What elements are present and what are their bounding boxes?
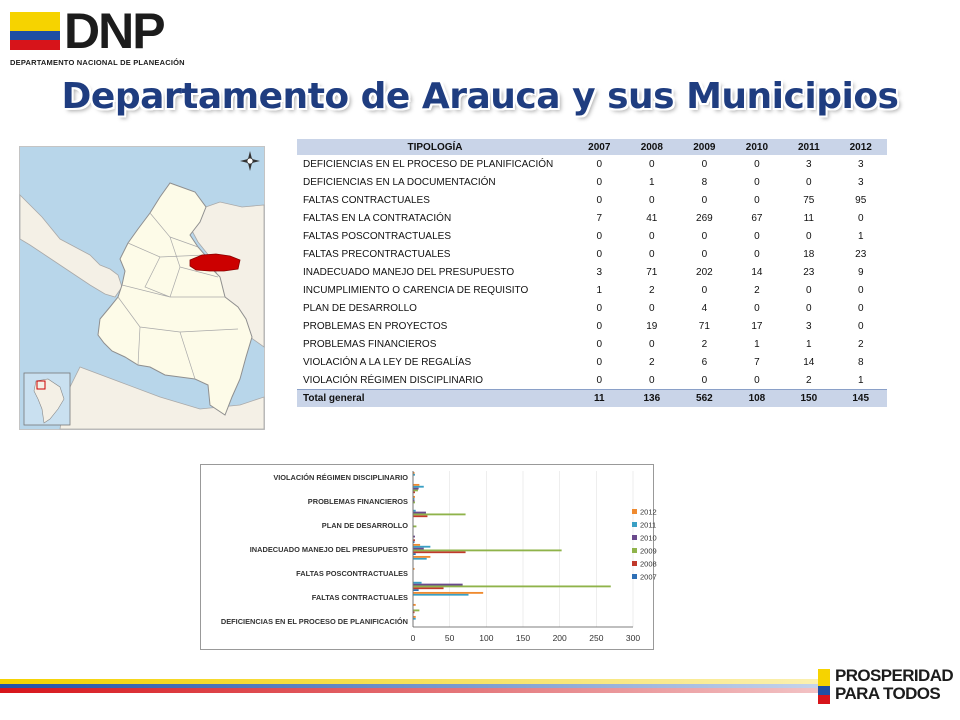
bar-2007 <box>414 553 416 555</box>
bar-2009 <box>414 501 415 503</box>
table-cell: 0 <box>701 194 708 206</box>
bar-2009 <box>414 609 420 611</box>
legend-label: 2011 <box>640 520 657 530</box>
col-header-2008: 2008 <box>626 139 679 155</box>
table-cell: 6 <box>701 356 708 368</box>
table-cell: 0 <box>596 194 603 206</box>
chart-svg <box>201 465 657 649</box>
logo-text: DNP <box>64 3 164 59</box>
bar-2011 <box>414 558 427 560</box>
table-cell: 7 <box>596 212 603 224</box>
table-cell: 0 <box>701 248 708 260</box>
legend-label: 2009 <box>640 546 657 556</box>
table-row <box>297 245 887 263</box>
bar-2008 <box>414 539 415 541</box>
total-label: Total general <box>297 390 573 408</box>
table-cell: 0 <box>649 338 655 350</box>
bar-2011 <box>414 498 415 500</box>
table-cell: 2 <box>806 374 812 386</box>
bar-2010 <box>414 536 415 538</box>
table-cell: 0 <box>857 302 864 314</box>
table-cell: 0 <box>754 194 760 206</box>
bar-2008 <box>414 515 428 517</box>
bar-2011 <box>414 618 416 620</box>
total-cell: 108 <box>731 390 784 408</box>
col-header-2012: 2012 <box>834 139 887 155</box>
prosperidad-logo <box>818 666 954 710</box>
x-tick-label: 200 <box>552 633 567 643</box>
table-cell: 0 <box>596 230 603 242</box>
table-cell: 1 <box>649 176 655 188</box>
table-cell: 0 <box>754 230 760 242</box>
table-cell: 67 <box>751 212 763 224</box>
row-label: FALTAS EN LA CONTRATACIÓN <box>303 212 452 224</box>
table-cell: 202 <box>696 266 713 278</box>
bar-2012 <box>414 484 420 486</box>
row-label: FALTAS POSCONTRACTUALES <box>303 230 451 242</box>
bar-2011 <box>414 594 469 596</box>
table-total-row <box>297 390 887 408</box>
y-axis-label: PLAN DE DESARROLLO <box>321 521 408 530</box>
bar-2012 <box>414 604 416 606</box>
colombia-map <box>19 146 265 430</box>
table-cell: 2 <box>754 284 760 296</box>
bar-2012 <box>414 472 415 474</box>
table-cell: 3 <box>857 176 864 188</box>
table-cell: 9 <box>857 266 864 278</box>
x-tick-label: 0 <box>410 633 416 643</box>
table-row <box>297 335 887 353</box>
legend-swatch <box>632 522 637 527</box>
table-cell: 4 <box>701 302 708 314</box>
compass-icon <box>240 151 260 171</box>
legend-label: 2010 <box>640 533 657 543</box>
bar-2011 <box>414 486 424 488</box>
bar-2011 <box>414 546 431 548</box>
table-cell: 0 <box>649 374 655 386</box>
table-cell: 0 <box>596 248 603 260</box>
table-row <box>297 227 887 245</box>
footer-line1: PROSPERIDAD <box>835 666 954 685</box>
table-cell: 2 <box>649 356 655 368</box>
legend-swatch <box>632 509 637 514</box>
table-cell: 14 <box>803 356 815 368</box>
table-cell: 0 <box>754 248 760 260</box>
y-axis-label: VIOLACIÓN RÉGIMEN DISCIPLINARIO <box>273 473 408 482</box>
bar-2010 <box>414 500 415 502</box>
row-label: PROBLEMAS EN PROYECTOS <box>303 320 448 332</box>
flag-mark-icon <box>818 669 830 704</box>
bar-chart <box>200 464 657 650</box>
table-cell: 0 <box>857 320 864 332</box>
table-cell: 23 <box>855 248 867 260</box>
total-cell: 150 <box>783 390 834 408</box>
y-axis-label: FALTAS CONTRACTUALES <box>311 593 408 602</box>
bar-2010 <box>414 548 424 550</box>
table-row <box>297 263 887 281</box>
bar-2009 <box>414 489 418 491</box>
table-cell: 0 <box>701 284 708 296</box>
table-cell: 0 <box>649 248 655 260</box>
table-cell: 0 <box>596 320 603 332</box>
table-cell: 0 <box>701 230 708 242</box>
table-cell: 2 <box>701 338 708 350</box>
table-cell: 0 <box>649 230 655 242</box>
table-cell: 0 <box>596 302 603 314</box>
table-row <box>297 353 887 371</box>
table-cell: 269 <box>696 212 713 224</box>
footer-line2: PARA TODOS <box>835 684 941 703</box>
table-cell: 1 <box>857 230 864 242</box>
table-cell: 11 <box>803 212 814 224</box>
table-cell: 0 <box>754 176 760 188</box>
table-row <box>297 371 887 390</box>
legend-swatch <box>632 535 637 540</box>
table-cell: 0 <box>806 230 812 242</box>
colombia-flag-icon <box>10 12 60 50</box>
table-cell: 75 <box>803 194 815 206</box>
table-cell: 23 <box>803 266 815 278</box>
table-cell: 2 <box>857 338 864 350</box>
bar-2012 <box>414 592 484 594</box>
row-label: FALTAS CONTRACTUALES <box>303 194 430 206</box>
logo-subtitle: DEPARTAMENTO NACIONAL DE PLANEACIÓN <box>10 58 185 67</box>
table-cell: 3 <box>806 320 812 332</box>
row-label: FALTAS PRECONTRACTUALES <box>303 248 451 260</box>
table-cell: 3 <box>806 158 812 170</box>
central-america-land <box>20 195 122 297</box>
table-cell: 71 <box>646 266 658 278</box>
table-cell: 18 <box>803 248 815 260</box>
table-cell: 8 <box>857 356 864 368</box>
table-cell: 0 <box>754 302 760 314</box>
row-label: DEFICIENCIAS EN LA DOCUMENTACIÓN <box>303 176 496 188</box>
col-header-2007: 2007 <box>573 139 626 155</box>
map-svg <box>20 147 264 429</box>
table-row <box>297 317 887 335</box>
bar-2009 <box>414 525 417 527</box>
bar-2009 <box>414 513 466 515</box>
y-axis-label: PROBLEMAS FINANCIEROS <box>307 497 408 506</box>
table-cell: 1 <box>857 374 864 386</box>
legend-label: 2007 <box>640 572 657 582</box>
x-tick-label: 100 <box>479 633 494 643</box>
table-row <box>297 299 887 317</box>
legend-label: 2008 <box>640 559 657 569</box>
page-title: Departamento de Arauca y sus Municipios <box>61 76 899 117</box>
table-cell: 14 <box>751 266 763 278</box>
bar-2008 <box>414 611 415 613</box>
table-cell: 0 <box>806 302 812 314</box>
total-cell: 11 <box>573 390 626 408</box>
table-row <box>297 155 887 173</box>
x-tick-label: 250 <box>589 633 604 643</box>
bar-2010 <box>414 584 463 586</box>
y-axis-label: INADECUADO MANEJO DEL PRESUPUESTO <box>249 545 408 554</box>
table-cell: 0 <box>596 356 603 368</box>
legend-swatch <box>632 561 637 566</box>
tipologia-table <box>297 139 887 407</box>
table-cell: 0 <box>701 374 708 386</box>
bar-2012 <box>414 568 415 570</box>
table-cell: 0 <box>754 158 760 170</box>
bar-2008 <box>414 551 466 553</box>
table-cell: 0 <box>857 284 864 296</box>
y-axis-label: DEFICIENCIAS EN EL PROCESO DE PLANIFICACIÓN <box>220 617 408 626</box>
table-cell: 0 <box>649 302 655 314</box>
table-row <box>297 191 887 209</box>
table-cell: 0 <box>806 284 812 296</box>
bar-2012 <box>414 544 421 546</box>
legend-label: 2012 <box>640 507 657 517</box>
x-tick-label: 150 <box>515 633 531 643</box>
table-cell: 19 <box>646 320 658 332</box>
bar-2008 <box>414 491 415 493</box>
col-header-2009: 2009 <box>678 139 731 155</box>
table-cell: 17 <box>751 320 763 332</box>
total-cell: 136 <box>626 390 679 408</box>
y-axis-label: FALTAS POSCONTRACTUALES <box>296 569 408 578</box>
table-cell: 3 <box>596 266 603 278</box>
col-header-2011: 2011 <box>783 139 834 155</box>
table-cell: 1 <box>806 338 812 350</box>
row-label: INADECUADO MANEJO DEL PRESUPUESTO <box>303 266 515 278</box>
table-cell: 0 <box>596 176 603 188</box>
dnp-logo <box>10 3 192 70</box>
table-row <box>297 173 887 191</box>
table-cell: 95 <box>855 194 867 206</box>
table-cell: 71 <box>698 320 710 332</box>
table-cell: 0 <box>596 374 603 386</box>
legend-swatch <box>632 548 637 553</box>
x-tick-label: 300 <box>625 633 641 643</box>
row-label: DEFICIENCIAS EN EL PROCESO DE PLANIFICACIÓN <box>303 158 554 170</box>
bar-2012 <box>414 556 431 558</box>
table-cell: 0 <box>596 338 603 350</box>
bar-2009 <box>414 585 611 587</box>
table-cell: 0 <box>857 212 864 224</box>
total-cell: 145 <box>834 390 887 408</box>
bar-2007 <box>414 589 419 591</box>
table-cell: 8 <box>701 176 708 188</box>
bar-2011 <box>414 510 416 512</box>
table-cell: 2 <box>649 284 655 296</box>
footer-stripes <box>0 679 818 693</box>
bar-2011 <box>414 582 422 584</box>
table-cell: 1 <box>596 284 603 296</box>
bar-2012 <box>414 496 415 498</box>
table-row <box>297 281 887 299</box>
bar-2012 <box>414 616 416 618</box>
bar-2010 <box>414 488 419 490</box>
bar-2011 <box>414 474 415 476</box>
table-cell: 1 <box>754 338 760 350</box>
row-label: PROBLEMAS FINANCIEROS <box>303 338 437 350</box>
table-row <box>297 209 887 227</box>
table-cell: 7 <box>754 356 760 368</box>
table-cell: 3 <box>857 158 864 170</box>
table-cell: 0 <box>754 374 760 386</box>
col-header-2010: 2010 <box>731 139 784 155</box>
bar-2010 <box>414 512 426 514</box>
table-header-row <box>297 139 887 155</box>
table-cell: 0 <box>806 176 812 188</box>
col-header-tipologia: TIPOLOGÍA <box>297 139 573 155</box>
total-cell: 562 <box>678 390 731 408</box>
table-cell: 0 <box>649 194 655 206</box>
row-label: VIOLACIÓN A LA LEY DE REGALÍAS <box>303 356 472 368</box>
table-cell: 0 <box>701 158 708 170</box>
row-label: INCUMPLIMIENTO O CARENCIA DE REQUISITO <box>303 284 529 296</box>
table-cell: 0 <box>596 158 603 170</box>
legend-swatch <box>632 574 637 579</box>
bar-2009 <box>414 549 562 551</box>
row-label: PLAN DE DESARROLLO <box>303 302 417 314</box>
table-cell: 0 <box>649 158 655 170</box>
table-cell: 41 <box>646 212 658 224</box>
bar-2007 <box>414 541 415 543</box>
x-tick-label: 50 <box>444 633 455 643</box>
bar-2008 <box>414 587 444 589</box>
row-label: VIOLACIÓN RÉGIMEN DISCIPLINARIO <box>303 374 484 386</box>
